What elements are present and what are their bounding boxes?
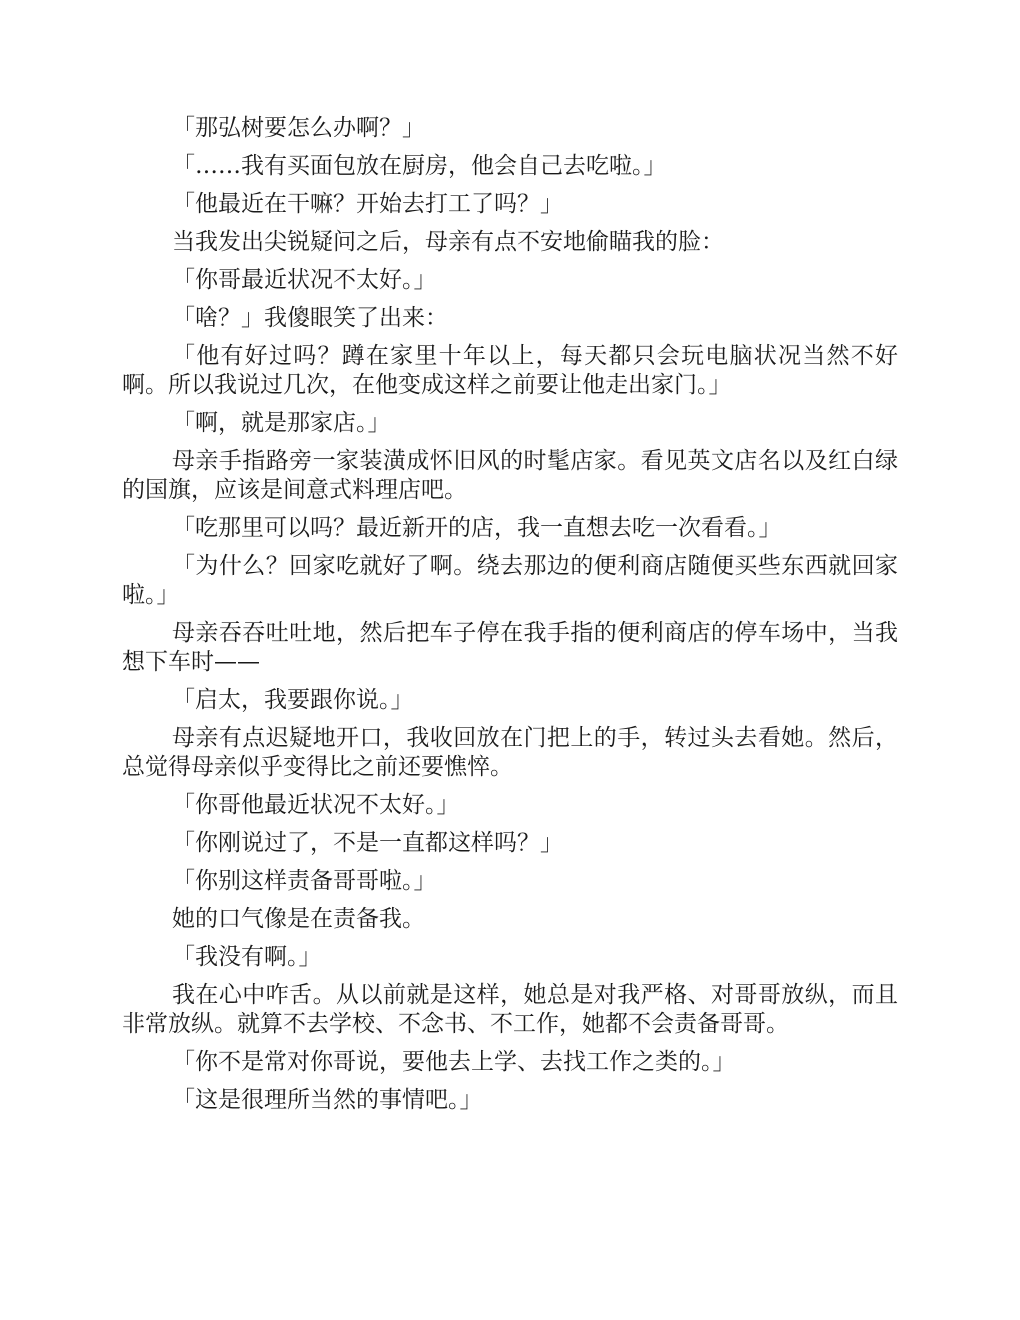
paragraph: 「吃那里可以吗？最近新开的店，我一直想去吃一次看看。」 bbox=[172, 515, 782, 541]
paragraph: 当我发出尖锐疑问之后，母亲有点不安地偷瞄我的脸： bbox=[172, 229, 724, 255]
paragraph: 「你哥最近状况不太好。」 bbox=[172, 267, 437, 293]
paragraph: 「我没有啊。」 bbox=[172, 944, 322, 970]
paragraph: 「啊，就是那家店。」 bbox=[172, 410, 391, 436]
paragraph: 「这是很理所当然的事情吧。」 bbox=[172, 1087, 483, 1113]
paragraph: 母亲有点迟疑地开口，我收回放在门把上的手，转过头去看她。然后，总觉得母亲似乎变得比之前还要憔悴。 bbox=[122, 725, 898, 780]
paragraph: 母亲手指路旁一家装潢成怀旧风的时髦店家。看见英文店名以及红白绿的国旗，应该是间意式料理店吧。 bbox=[122, 448, 898, 503]
paragraph: 「为什么？回家吃就好了啊。绕去那边的便利商店随便买些东西就回家啦。」 bbox=[122, 553, 898, 608]
paragraph: 母亲吞吞吐吐地，然后把车子停在我手指的便利商店的停车场中，当我想下车时—— bbox=[122, 620, 898, 675]
paragraph: 「他有好过吗？蹲在家里十年以上，每天都只会玩电脑状况当然不好啊。所以我说过几次，在他变成这样之前要让他走出家门。」 bbox=[122, 343, 898, 398]
paragraph: 她的口气像是在责备我。 bbox=[172, 906, 425, 932]
paragraph: 「啥？」我傻眼笑了出来： bbox=[172, 305, 448, 331]
paragraph: 「你哥他最近状况不太好。」 bbox=[172, 792, 460, 818]
paragraph: 我在心中咋舌。从以前就是这样，她总是对我严格、对哥哥放纵，而且非常放纵。就算不去学校、不念书、不工作，她都不会责备哥哥。 bbox=[122, 982, 898, 1037]
paragraph: 「你刚说过了，不是一直都这样吗？」 bbox=[172, 830, 563, 856]
document-body bbox=[122, 114, 898, 1124]
paragraph: 「……我有买面包放在厨房，他会自己去吃啦。」 bbox=[172, 153, 667, 179]
paragraph: 「他最近在干嘛？开始去打工了吗？」 bbox=[172, 191, 563, 217]
paragraph: 「你不是常对你哥说，要他去上学、去找工作之类的。」 bbox=[172, 1049, 736, 1075]
paragraph: 「你别这样责备哥哥啦。」 bbox=[172, 868, 437, 894]
paragraph: 「那弘树要怎么办啊？」 bbox=[172, 115, 425, 141]
paragraph: 「启太，我要跟你说。」 bbox=[172, 687, 414, 713]
